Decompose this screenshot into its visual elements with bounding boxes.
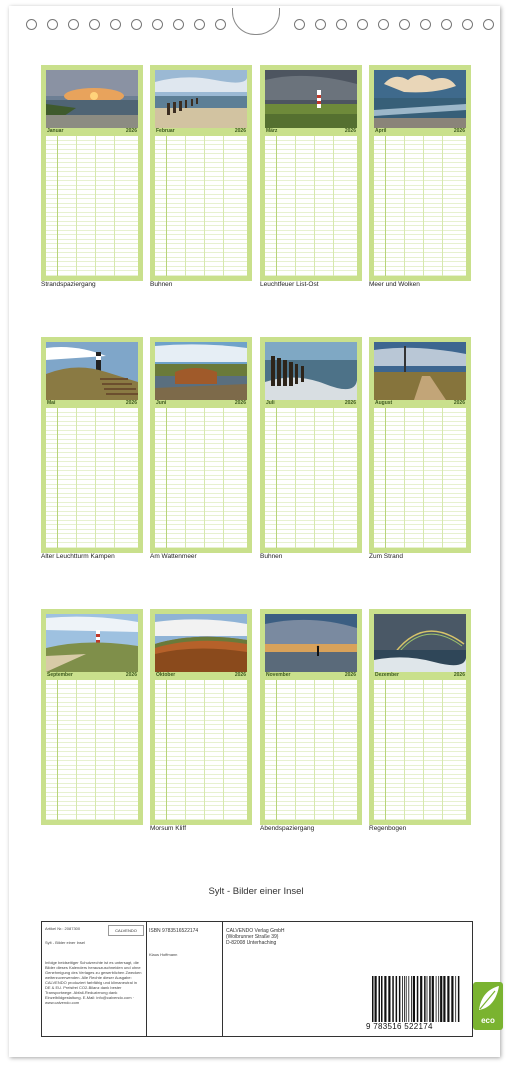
month-header	[155, 672, 247, 679]
barcode-number: 9 783516 522174	[366, 1022, 433, 1031]
ring-hole	[173, 19, 184, 30]
day-column	[46, 680, 58, 820]
month-day-grid	[374, 408, 466, 548]
month-name: Juli	[266, 400, 275, 406]
month-page-november	[260, 609, 362, 825]
month-name: Juni	[156, 400, 167, 406]
planner-column-line	[76, 408, 77, 548]
planner-column-line	[223, 408, 224, 548]
mudflats-image	[155, 342, 247, 400]
month-photo	[265, 70, 357, 128]
planner-column-line	[333, 136, 334, 276]
barcode-icon	[370, 976, 462, 1024]
month-year: 2026	[125, 672, 137, 678]
month-header	[155, 400, 247, 407]
planner-column-line	[314, 136, 315, 276]
ring-hole	[110, 19, 121, 30]
publisher-name: CALVENDO Verlag GmbH	[226, 928, 285, 934]
month-year: 2026	[453, 400, 465, 406]
month-name: Februar	[156, 128, 175, 134]
month-header	[46, 400, 138, 407]
month-year: 2026	[125, 128, 137, 134]
ring-hole	[26, 19, 37, 30]
publisher-address	[226, 928, 326, 946]
month-caption: Abendspaziergang	[260, 825, 315, 832]
month-day-grid	[46, 408, 138, 548]
month-day-grid	[46, 680, 138, 820]
planner-column-line	[204, 680, 205, 820]
leaf-icon	[473, 982, 503, 1016]
isbn: ISBN 9783516522174	[149, 928, 199, 934]
month-year: 2026	[344, 128, 356, 134]
planner-column-line	[76, 136, 77, 276]
day-column	[155, 680, 167, 820]
author: Klaus Hoffmann	[149, 952, 178, 957]
info-box	[41, 921, 495, 1037]
day-column	[374, 680, 386, 820]
month-photo	[265, 342, 357, 400]
boardwalk-image	[374, 342, 466, 400]
planner-column-line	[295, 408, 296, 548]
month-year: 2026	[125, 400, 137, 406]
month-caption: Leuchtfeuer List-Ost	[260, 281, 319, 288]
planner-column-line	[185, 408, 186, 548]
month-page-januar	[41, 65, 143, 281]
month-header	[265, 400, 357, 407]
day-column	[46, 136, 58, 276]
day-column	[265, 408, 277, 548]
sunset-beach-image	[46, 70, 138, 128]
planner-column-line	[95, 680, 96, 820]
planner-column-line	[442, 136, 443, 276]
info-legal-column	[42, 922, 147, 1036]
month-photo	[46, 614, 138, 672]
ring-hole	[399, 19, 410, 30]
eco-badge	[473, 982, 503, 1030]
month-name: September	[47, 672, 73, 678]
month-year: 2026	[453, 672, 465, 678]
month-day-grid	[374, 136, 466, 276]
month-header	[265, 128, 357, 135]
day-column	[46, 408, 58, 548]
planner-column-line	[314, 680, 315, 820]
planner-column-line	[204, 136, 205, 276]
month-day-grid	[265, 136, 357, 276]
ring-hole	[420, 19, 431, 30]
planner-column-line	[423, 408, 424, 548]
month-header	[46, 128, 138, 135]
day-column	[265, 680, 277, 820]
planner-column-line	[114, 136, 115, 276]
lighthouse-stairs-image	[46, 342, 138, 400]
ring-hole	[194, 19, 205, 30]
info-subtitle: Sylt - Bilder einer Insel	[45, 940, 86, 945]
calvendo-logo: CALVENDO	[108, 925, 144, 936]
planner-column-line	[423, 136, 424, 276]
sea-clouds-image	[374, 70, 466, 128]
month-photo	[265, 614, 357, 672]
planner-column-line	[295, 136, 296, 276]
ring-hole	[441, 19, 452, 30]
month-day-grid	[46, 136, 138, 276]
planner-column-line	[114, 408, 115, 548]
planner-column-line	[314, 408, 315, 548]
month-year: 2026	[234, 400, 246, 406]
eco-label: eco	[481, 1016, 495, 1025]
month-photo	[46, 342, 138, 400]
calendar-title: Sylt - Bilder einer Insel	[208, 886, 304, 897]
month-caption: Am Wattenmeer	[150, 553, 197, 560]
planner-column-line	[185, 136, 186, 276]
day-column	[155, 136, 167, 276]
month-day-grid	[155, 408, 247, 548]
month-caption: Alter Leuchtturm Kampen	[41, 553, 115, 560]
month-caption: Zum Strand	[369, 553, 403, 560]
month-caption: Buhnen	[150, 281, 173, 288]
month-photo	[46, 70, 138, 128]
planner-column-line	[442, 408, 443, 548]
groynes-image	[155, 70, 247, 128]
planner-column-line	[295, 680, 296, 820]
month-year: 2026	[234, 128, 246, 134]
ring-hole	[378, 19, 389, 30]
month-name: November	[266, 672, 291, 678]
cliff-image	[155, 614, 247, 672]
month-page-juli	[260, 337, 362, 553]
planner-column-line	[423, 680, 424, 820]
month-page-oktober	[150, 609, 252, 825]
month-name: Januar	[47, 128, 64, 134]
ring-hole	[89, 19, 100, 30]
planner-column-line	[223, 680, 224, 820]
planner-column-line	[333, 680, 334, 820]
planner-column-line	[404, 408, 405, 548]
article-number: Artikel Nr.: 2087300	[45, 926, 81, 931]
month-header	[374, 128, 466, 135]
month-page-april	[369, 65, 471, 281]
ring-hole	[336, 19, 347, 30]
planner-column-line	[185, 680, 186, 820]
day-column	[155, 408, 167, 548]
info-isbn-column	[146, 922, 223, 1036]
month-name: April	[375, 128, 387, 134]
planner-column-line	[442, 680, 443, 820]
month-name: Mai	[47, 400, 56, 406]
month-page-juni	[150, 337, 252, 553]
planner-column-line	[95, 408, 96, 548]
month-photo	[155, 70, 247, 128]
ring-hole	[215, 19, 226, 30]
day-column	[374, 136, 386, 276]
month-page-september	[41, 609, 143, 825]
planner-column-line	[404, 680, 405, 820]
ring-hole	[357, 19, 368, 30]
month-page-februar	[150, 65, 252, 281]
lighthouse-storm-image	[265, 70, 357, 128]
planner-column-line	[76, 680, 77, 820]
month-page-august	[369, 337, 471, 553]
publisher-city: D-82008 Unterhaching	[226, 940, 277, 946]
day-column	[265, 136, 277, 276]
month-header	[265, 672, 357, 679]
month-caption: Buhnen	[260, 553, 283, 560]
month-year: 2026	[234, 672, 246, 678]
groynes-waves-image	[265, 342, 357, 400]
month-name: August	[375, 400, 393, 406]
publisher-street: (Wolbrunner Straße 39)	[226, 934, 279, 940]
month-year: 2026	[344, 672, 356, 678]
month-day-grid	[155, 680, 247, 820]
month-day-grid	[265, 680, 357, 820]
month-name: Dezember	[375, 672, 399, 678]
ring-hole	[483, 19, 494, 30]
month-header	[155, 128, 247, 135]
month-caption: Morsum Kliff	[150, 825, 186, 832]
month-day-grid	[374, 680, 466, 820]
ring-hole	[462, 19, 473, 30]
month-photo	[155, 614, 247, 672]
barcode-area	[330, 922, 495, 1036]
planner-column-line	[95, 136, 96, 276]
month-name: Oktober	[156, 672, 176, 678]
ring-hole	[152, 19, 163, 30]
planner-column-line	[223, 136, 224, 276]
planner-column-line	[114, 680, 115, 820]
planner-column-line	[204, 408, 205, 548]
month-caption: Meer und Wolken	[369, 281, 420, 288]
planner-column-line	[333, 408, 334, 548]
month-photo	[374, 614, 466, 672]
month-page-dezember	[369, 609, 471, 825]
month-day-grid	[265, 408, 357, 548]
month-year: 2026	[453, 128, 465, 134]
month-page-märz	[260, 65, 362, 281]
month-header	[46, 672, 138, 679]
planner-column-line	[404, 136, 405, 276]
ring-hole	[131, 19, 142, 30]
ring-hole	[315, 19, 326, 30]
lighthouse-dunes-image	[46, 614, 138, 672]
month-caption: Strandspaziergang	[41, 281, 96, 288]
ring-hole	[68, 19, 79, 30]
month-caption: Regenbogen	[369, 825, 407, 832]
month-day-grid	[155, 136, 247, 276]
month-header	[374, 672, 466, 679]
month-year: 2026	[344, 400, 356, 406]
rainbow-image	[374, 614, 466, 672]
month-page-mai	[41, 337, 143, 553]
month-photo	[374, 342, 466, 400]
month-photo	[155, 342, 247, 400]
day-column	[374, 408, 386, 548]
evening-walk-image	[265, 614, 357, 672]
ring-hole	[294, 19, 305, 30]
legal-text: Infolge beidseitiger Schutzrechte ist es untersagt, die Bilder dieses Kalenders herauszuschneiden und ohne Genehmigung des Verlages zu gewerblichen Zwecken weiterzuverwenden. Alle Rechte dieser Ausgabe: CALVENDO produziert farbfähig und klimaneutral in DE & EU. Preisfrei CO2-Bilanz dank bester Transportwege. Abfall-Reduzierung dank Einzelbildgestaltung. E-Mail: info@calvendo.com · www.calvendo.com	[45, 960, 142, 1005]
ring-hole	[47, 19, 58, 30]
month-header	[374, 400, 466, 407]
month-name: März	[266, 128, 278, 134]
month-photo	[374, 70, 466, 128]
